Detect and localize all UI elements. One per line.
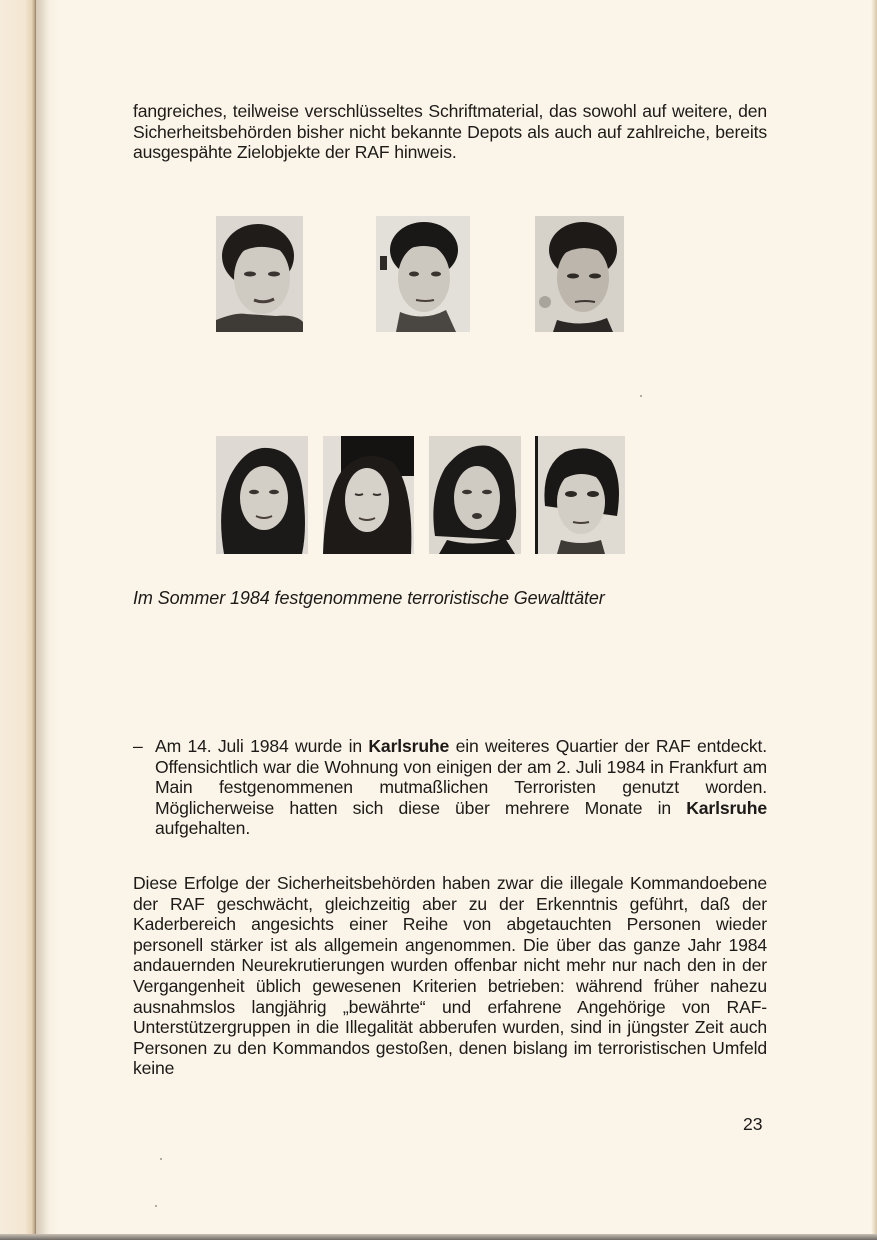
portrait-image xyxy=(535,216,624,332)
bold-place-name: Karlsruhe xyxy=(686,797,767,818)
bold-place-name: Karlsruhe xyxy=(368,736,450,756)
portrait-image xyxy=(216,216,303,332)
portrait-image xyxy=(429,436,521,554)
paper-speck xyxy=(160,1158,162,1160)
portrait-image xyxy=(216,436,308,554)
top-paragraph xyxy=(133,101,767,163)
bullet-text-part: aufgehalten. xyxy=(155,818,251,839)
photo-row2-4 xyxy=(535,436,625,554)
photo-row1-3 xyxy=(535,216,624,332)
bullet-text-part: ein weiteres Quartier der RAF entdeckt. Offensichtlich war die Wohnung von einigen der am 2. Juli 1984 in Frankfurt am Main festgenommenen mutmaßlichen Terroristen genutzt worden. Möglicherweise hatten sich diese über mehrere Monate in xyxy=(155,736,767,818)
top-paragraph-text: fangreiches, teilweise verschlüsseltes Schriftmaterial, das sowohl auf weitere, den Sicherheitsbehörden bisher nicht bekannte Depots als auch auf zahlreiche, bereits ausgespähte Zielobjekte der RAF hinweis. xyxy=(133,101,767,163)
portrait-image xyxy=(376,216,470,332)
facing-page-edge xyxy=(0,0,36,1240)
paper-speck xyxy=(155,1205,157,1207)
main-paragraph-text: Diese Erfolge der Sicherheitsbehörden haben zwar die illegale Kommandoebene der RAF geschwächt, gleichzeitig aber zu der Erkenntnis geführt, daß der Kaderbereich angesichts einer Reihe von abgetauchten Personen wieder personell stärker ist als allgemein angenommen. Die über das ganze Jahr 1984 andauernden Neurekrutierungen wurden offenbar nicht mehr nur nach den in der Vergangenheit üblich gewesenen Kriterien betrieben: während früher nahezu ausnahmslos langjährig „bewährte“ und erfahrene Angehörige von RAF-Unterstützergruppen in die Illegalität abberufen wurden, sind in jüngster Zeit auch Personen zu den Kommandos gestoßen, denen bislang im terroristischen Umfeld keine xyxy=(133,873,767,1079)
photo-row1-1 xyxy=(216,216,303,332)
portrait-image xyxy=(535,436,625,554)
photo-row2-3 xyxy=(429,436,521,554)
photo-row2-1 xyxy=(216,436,308,554)
book-gutter-shadow xyxy=(36,0,58,1240)
main-paragraph xyxy=(133,873,767,1079)
paper-speck xyxy=(640,395,642,397)
page-bottom-edge xyxy=(0,1234,877,1240)
photo-row1-2 xyxy=(376,216,470,332)
bullet-text xyxy=(155,736,767,839)
photo-caption: Im Sommer 1984 festgenommene terroristische Gewalttäter xyxy=(133,588,605,608)
photo-row2-2 xyxy=(323,436,414,554)
page-right-edge xyxy=(871,0,877,1240)
bullet-dash: – xyxy=(133,736,143,756)
portrait-image xyxy=(323,436,414,554)
bullet-item xyxy=(133,736,767,839)
page-number: 23 xyxy=(743,1114,763,1134)
bullet-text-part: Am 14. Juli 1984 wurde in xyxy=(155,736,369,756)
